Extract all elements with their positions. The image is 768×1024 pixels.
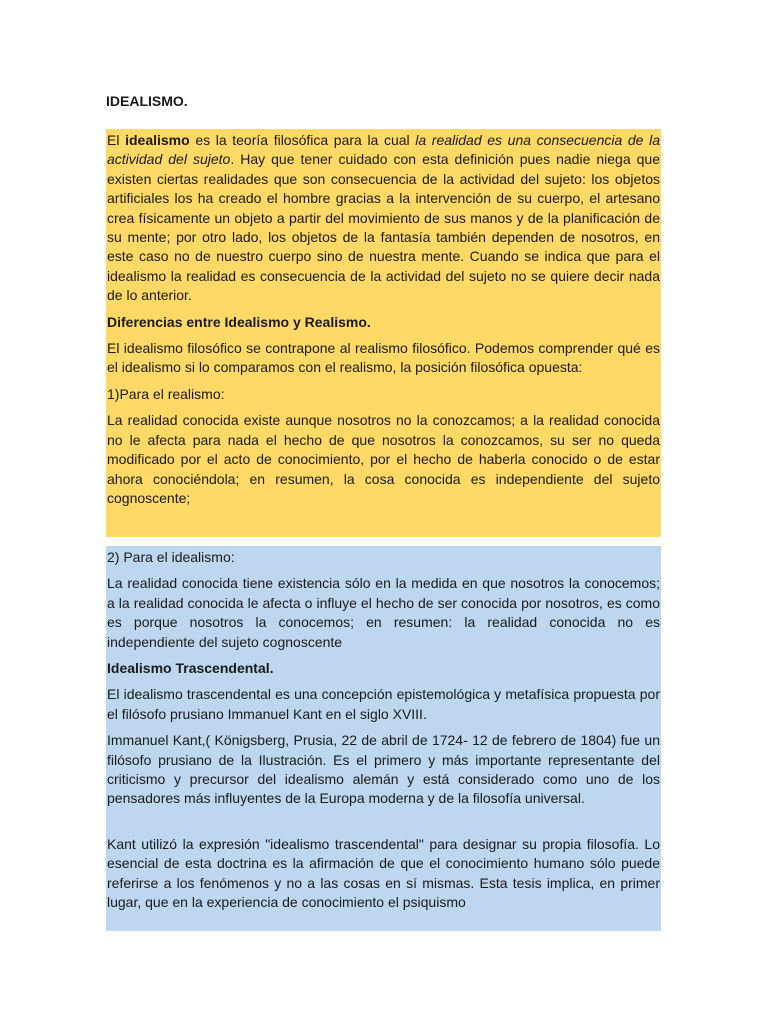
diferencias-paragraph: El idealismo filosófico se contrapone al realismo filosófico. Podemos comprender qué es el idealismo si lo comparamos con el realismo, la posición filosófica opuesta: — [107, 340, 660, 376]
paragraph-spacer — [107, 816, 660, 835]
realismo-text: La realidad conocida existe aunque nosotros no la conozcamos; a la realidad conocida no le afecta para nada el hecho de que nosotros la conozcamos, su ser no queda modificado por el acto de conocimiento, por el hecho de haberla conocido o de estar ahora conociéndola; en resumen, la cosa conocida es independiente del sujeto cognoscente; — [107, 412, 660, 506]
idealismo-text: La realidad conocida tiene existencia sólo en la medida en que nosotros la conocemos; a la realidad conocida le afecta o influye el hecho de ser conocida por nosotros, es como es porque nosotros la conocemos; en resumen: la realidad conocida no es independiente del sujeto cognoscente — [107, 575, 660, 650]
intro-text-2: es la teoría filosófica para la cual — [189, 132, 416, 148]
intro-italic-definition: la realidad es una consecuencia de la actividad del sujeto — [107, 132, 660, 168]
heading-trascendental: Idealismo Trascendental. — [107, 660, 274, 677]
intro-bold-term: idealismo — [125, 132, 190, 148]
blue-highlight-block — [106, 546, 661, 931]
kant-biography-paragraph: Immanuel Kant,( Königsberg, Prusia, 22 de abril de 1724- 12 de febrero de 1804) fue un filósofo prusiano de la Ilustración. Es el primero y más importante representante del criticismo y precursor del idealismo alemán y está considerado como uno de los pensadores más influyentes de la Europa moderna y de la filosofía universal. — [107, 732, 660, 807]
idealismo-label: 2) Para el idealismo: — [107, 549, 235, 565]
yellow-highlight-block — [106, 129, 661, 537]
heading-diferencias: Diferencias entre Idealismo y Realismo. — [107, 313, 371, 330]
intro-text-1: El — [107, 132, 126, 148]
trascendental-paragraph-1: El idealismo trascendental es una concepción epistemológica y metafísica propuesta por el filósofo prusiano Immanuel Kant en el siglo XVIII. — [107, 686, 660, 722]
document-title: IDEALISMO. — [106, 93, 188, 109]
realismo-label: 1)Para el realismo: — [107, 385, 225, 402]
kant-doctrine-paragraph: Kant utilizó la expresión "idealismo trascendental" para designar su propia filosofía. Lo esencial de esta doctrina es la afirmación de que el conocimiento humano sólo puede referirse a los fenómenos y no a las cosas en sí mismas. Esta tesis implica, en primer lugar, que en la experiencia de conocimiento el psiquismo — [107, 835, 660, 911]
intro-paragraph — [107, 131, 660, 306]
intro-text-3: . Hay que tener cuidado con esta definición pues nadie niega que existen ciertas realidades que son consecuencia de la actividad del sujeto: los objetos artificiales los ha creado el hombre gracias a la intervención de su cuerpo, el artesano crea físicamente un objeto a partir del movimiento de sus manos y de la planificación de su mente; por otro lado, los objetos de la fantasía también dependen de nosotros, en este caso no de nuestro cuerpo sino de nuestra mente. Cuando se indica que para el idealismo la realidad es consecuencia de la actividad del sujeto no se quiere decir nada de lo anterior. — [107, 151, 660, 304]
